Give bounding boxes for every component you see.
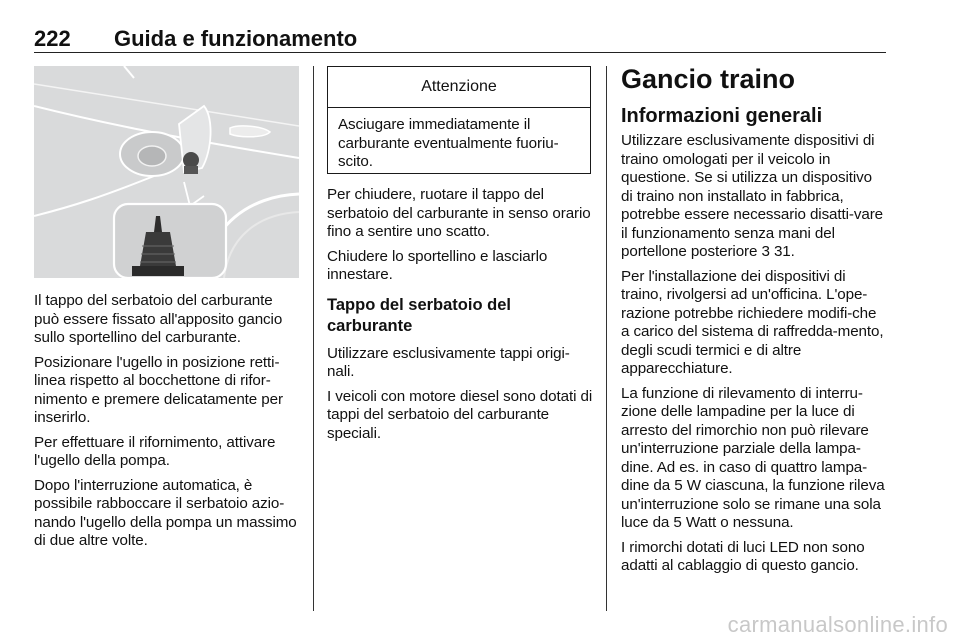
section-subheading: Tappo del serbatoio del carburante — [327, 295, 511, 335]
section-subheading: Informazioni generali — [621, 105, 823, 127]
column-3-text — [621, 64, 886, 576]
column-divider-2 — [606, 66, 607, 611]
warning-text: Asciugare immediatamente il carburante eventualmente fuoriu-scito. — [338, 116, 559, 170]
column-divider-1 — [313, 66, 314, 611]
column-1-text — [34, 292, 299, 551]
page-number: 222 — [34, 26, 71, 51]
paragraph: Per effettuare il rifornimento, attivare l'ugello della pompa. — [34, 433, 276, 469]
warning-body — [328, 108, 590, 172]
paragraph: Utilizzare esclusivamente dispositivi di traino omologati per il veicolo in questione. Se si utilizza un dispositivo di traino non installato in fabbrica, potrebbe essere necessario disatti-vare il funzionamento senza mani del portellone posteriore 3 31. — [621, 132, 884, 260]
paragraph: I veicoli con motore diesel sono dotati di tappi del serbatoio del carburante speciali. — [327, 387, 593, 442]
paragraph: I rimorchi dotati di luci LED non sono adatti al cablaggio di questo gancio. — [621, 538, 865, 574]
paragraph: Per chiudere, ruotare il tappo del serbatoio del carburante in senso orario fino a sentire uno scatto. — [327, 186, 591, 240]
page-header — [34, 26, 886, 52]
chapter-title: Guida e funzionamento — [114, 26, 358, 51]
paragraph: Il tappo del serbatoio del carburante può essere fissato all'apposito gancio sullo sportellino del carburante. — [34, 292, 283, 346]
section-heading: Gancio traino — [621, 64, 796, 94]
paragraph: Dopo l'interruzione automatica, è possibile rabboccare il serbatoio azio-nando l'ugello della pompa un massimo di due altre volte. — [34, 476, 297, 549]
paragraph: Per l'installazione dei dispositivi di traino, rivolgersi ad un'officina. L'ope-razione potrebbe richiedere modifi-che a carico del sistema di raffredda-mento, degli scudi termici e di altre apparecchiature. — [621, 267, 884, 377]
warning-box — [327, 66, 591, 174]
fuel-filler-illustration — [34, 66, 299, 278]
warning-title: Attenzione — [328, 67, 590, 108]
header-divider — [34, 52, 886, 53]
watermark: carmanualsonline.info — [727, 612, 948, 637]
paragraph: La funzione di rilevamento di interru-zione delle lampadine per la luce di arresto del rimorchio non può rilevare un'interruzione parziale della lampa-dine. Ad es. in caso di quattro lampa-dine da 5 W ciascuna, la funzione rileva un'interruzione solo se rimane una sola luce da 5 Watt o nessuna. — [621, 384, 885, 531]
paragraph: Utilizzare esclusivamente tappi origi-nali. — [327, 344, 570, 380]
paragraph: Chiudere lo sportellino e lasciarlo innestare. — [327, 247, 548, 283]
paragraph: Posizionare l'ugello in posizione retti-linea rispetto al bocchettone di rifor-nimento e premere delicatamente per inserirlo. — [34, 353, 283, 426]
fuel-cap-hook-image — [34, 66, 299, 278]
column-2-text — [327, 186, 593, 443]
